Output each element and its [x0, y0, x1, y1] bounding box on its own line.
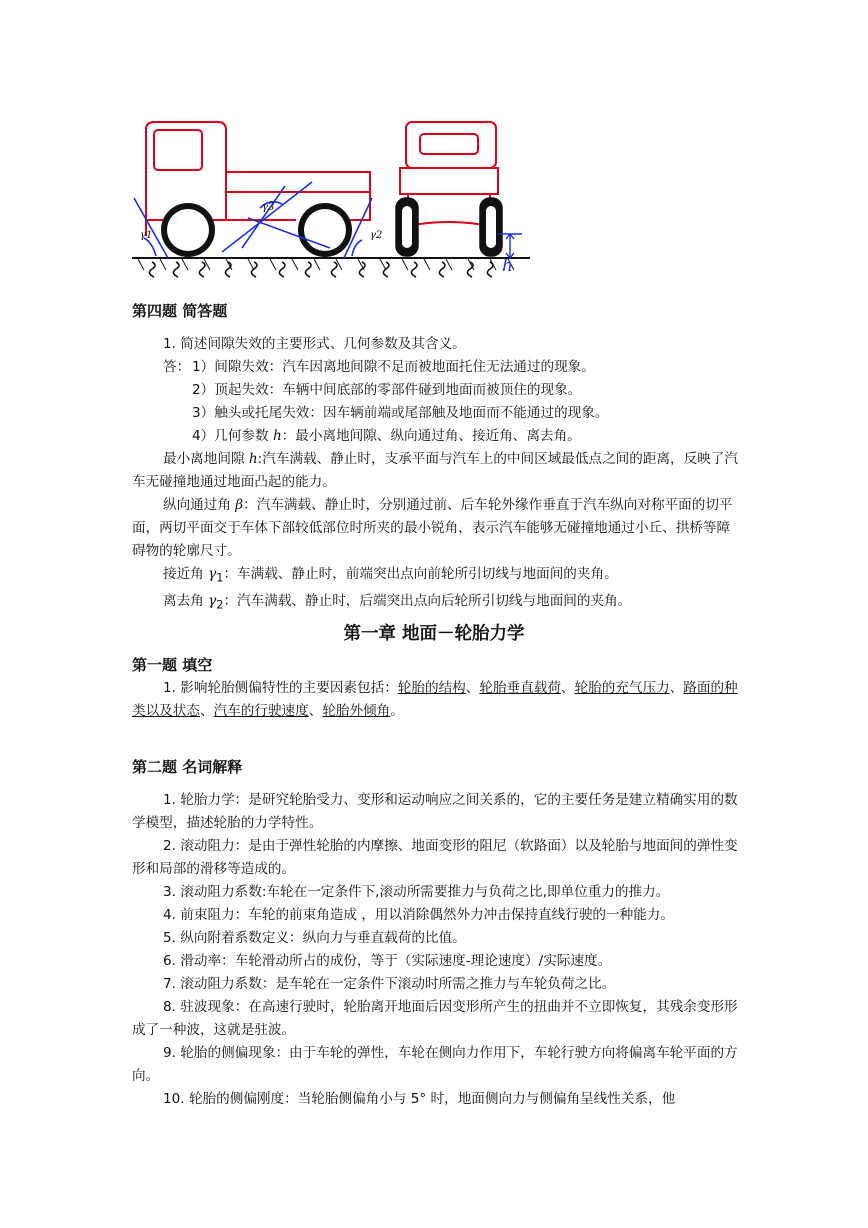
answer-item-4-post: ：最小离地间隙、纵向通过角、接近角、离去角。: [281, 428, 581, 444]
ground-hatching: [138, 259, 514, 270]
fill-answer: 轮胎外倾角: [322, 703, 391, 719]
vehicle-clearance-figure: [130, 112, 530, 282]
vehicle-diagram: [130, 112, 530, 282]
term-item: 6. 滑动率：车轮滑动所占的成份，等于（实际速度-理论速度）/实际速度。: [163, 953, 612, 969]
def-departure-angle-post: ：汽车满载、静止时，后端突出点向后轮所引切线与地面间的夹角。: [223, 592, 632, 609]
term-item: 1. 轮胎力学：是研究轮胎受力、变形和运动响应之间关系的，它的主要任务是建立精确实用的数学模型，描述轮胎的力学特性。: [132, 792, 738, 831]
symbol-h: h: [272, 428, 282, 444]
symbol-gamma2: γ: [208, 592, 217, 609]
term-item: 4. 前束阻力：车轮的前束角造成 ，用以消除偶然外力冲击保持直线行驶的一种能力。: [163, 907, 674, 923]
def-approach-angle-pre: 接近角: [163, 566, 209, 582]
term-item: 3. 滚动阻力系数:车轮在一定条件下,滚动所需要推力与负荷之比,即单位重力的推力。: [163, 884, 670, 900]
question-1: 1. 简述间隙失效的主要形式、几何参数及其含义。: [163, 336, 466, 352]
answer-item-4: [132, 425, 742, 448]
symbol-gamma1: γ: [208, 566, 217, 582]
term-item: 2. 滚动阻力：是由于弹性轮胎的内摩擦、地面变形的阻尼（软路面）以及轮胎与地面间的弹性变形和局部的滑移等造成的。: [132, 838, 738, 877]
def-approach-angle: [132, 563, 742, 590]
answer-prefix: 答：: [163, 359, 191, 375]
fill-question-1: [132, 677, 742, 723]
fill-sep: 、: [669, 680, 684, 696]
term-item: 7. 滚动阻力系数：是车轮在一定条件下滚动时所需之推力与车轮负荷之比。: [163, 976, 616, 992]
term-item: 8. 驻波现象：在高速行驶时，轮胎离开地面后因变形所产生的扭曲并不立即恢复，其残余变形形成了一种波，这就是驻波。: [132, 999, 738, 1038]
fill-sep: 、: [560, 680, 575, 696]
answer-item-2: 2）顶起失效：车辆中间底部的零部件碰到地面而被顶住的现象。: [192, 382, 582, 398]
gamma3-label: γ3: [262, 202, 275, 213]
fill-lead: 1. 影响轮胎侧偏特性的主要因素包括：: [163, 680, 398, 696]
fill-sep: 、: [199, 703, 214, 719]
fill-body: [132, 677, 742, 723]
def-ramp-angle-post: ：汽车满载、静止时，分别通过前、后车轮外缘作垂直于汽车纵向对称平面的切平面，两切平面交于车体下部较低部位时所夹的最小锐角，表示汽车能够无碰撞地通过小丘、拱桥等障碍物的轮廓尺寸。: [132, 497, 733, 559]
truck-front-wheels: [396, 198, 502, 256]
symbol-gamma2-sub: 2: [216, 597, 224, 612]
def-ramp-angle-pre: 纵向通过角: [163, 497, 236, 513]
chapter-title: 第一章 地面－轮胎力学: [343, 624, 525, 644]
def-departure-angle-pre: 离去角: [163, 592, 209, 609]
fill-answer: 轮胎的充气压力: [574, 680, 670, 696]
def-ground-clearance-pre: 最小离地间隙: [163, 451, 249, 467]
answer-item-3: 3）触头或托尾失效：因车辆前端或尾部触及地面而不能通过的现象。: [192, 405, 609, 421]
terms-list: [132, 789, 742, 1111]
symbol-gamma1-sub: 1: [216, 570, 224, 585]
def-ground-clearance-post: :汽车满载、静止时，支承平面与汽车上的中间区域最低点之间的距离，反映了汽车无碰撞地通过地面凸起的能力。: [132, 451, 739, 490]
truck-side-wheels: [161, 203, 352, 257]
ground-spring-marks: [149, 262, 493, 277]
fill-end: 。: [390, 703, 404, 719]
symbol-h-2: h: [248, 451, 258, 467]
fill-sep: 、: [465, 680, 480, 696]
fill-answer: 轮胎垂直载荷: [479, 680, 561, 696]
fill-answer: 路面的种类以及状态: [132, 680, 738, 719]
def-approach-angle-post: ：车满载、静止时，前端突出点向前轮所引切线与地面间的夹角。: [223, 566, 618, 582]
def-ground-clearance: [132, 448, 742, 494]
term-item: 5. 纵向附着系数定义：纵向力与垂直载荷的比值。: [163, 930, 466, 946]
answer-item-1: 1）间隙失效：汽车因离地间隙不足而被地面托住无法通过的现象。: [192, 359, 595, 375]
terms-heading: 第二题 名词解释: [132, 758, 243, 776]
answer-item-4-pre: 4）几何参数: [192, 428, 273, 444]
section4-heading: 第四题 简答题: [132, 302, 228, 320]
symbol-beta: β: [235, 497, 244, 513]
gamma1-label: γ1: [140, 230, 153, 241]
def-ramp-angle: [132, 494, 742, 563]
clearance-h-label: h: [502, 256, 513, 276]
answer-1: [132, 356, 742, 379]
section4-body: [132, 333, 742, 616]
def-departure-angle: [132, 590, 742, 617]
fill-sep: 、: [308, 703, 323, 719]
term-item: 10. 轮胎的侧偏刚度：当轮胎侧偏角小与 5° 时，地面侧向力与侧偏角呈线性关系，他: [163, 1091, 676, 1107]
gamma2-label: γ2: [370, 230, 383, 241]
fill-heading: 第一题 填空: [132, 656, 213, 674]
fill-answer: 轮胎的结构: [397, 680, 466, 696]
fill-answer: 汽车的行驶速度: [213, 703, 309, 719]
term-item: 9. 轮胎的侧偏现象：由于车轮的弹性，车轮在侧向力作用下，车轮行驶方向将偏离车轮平面的方向。: [132, 1045, 738, 1084]
